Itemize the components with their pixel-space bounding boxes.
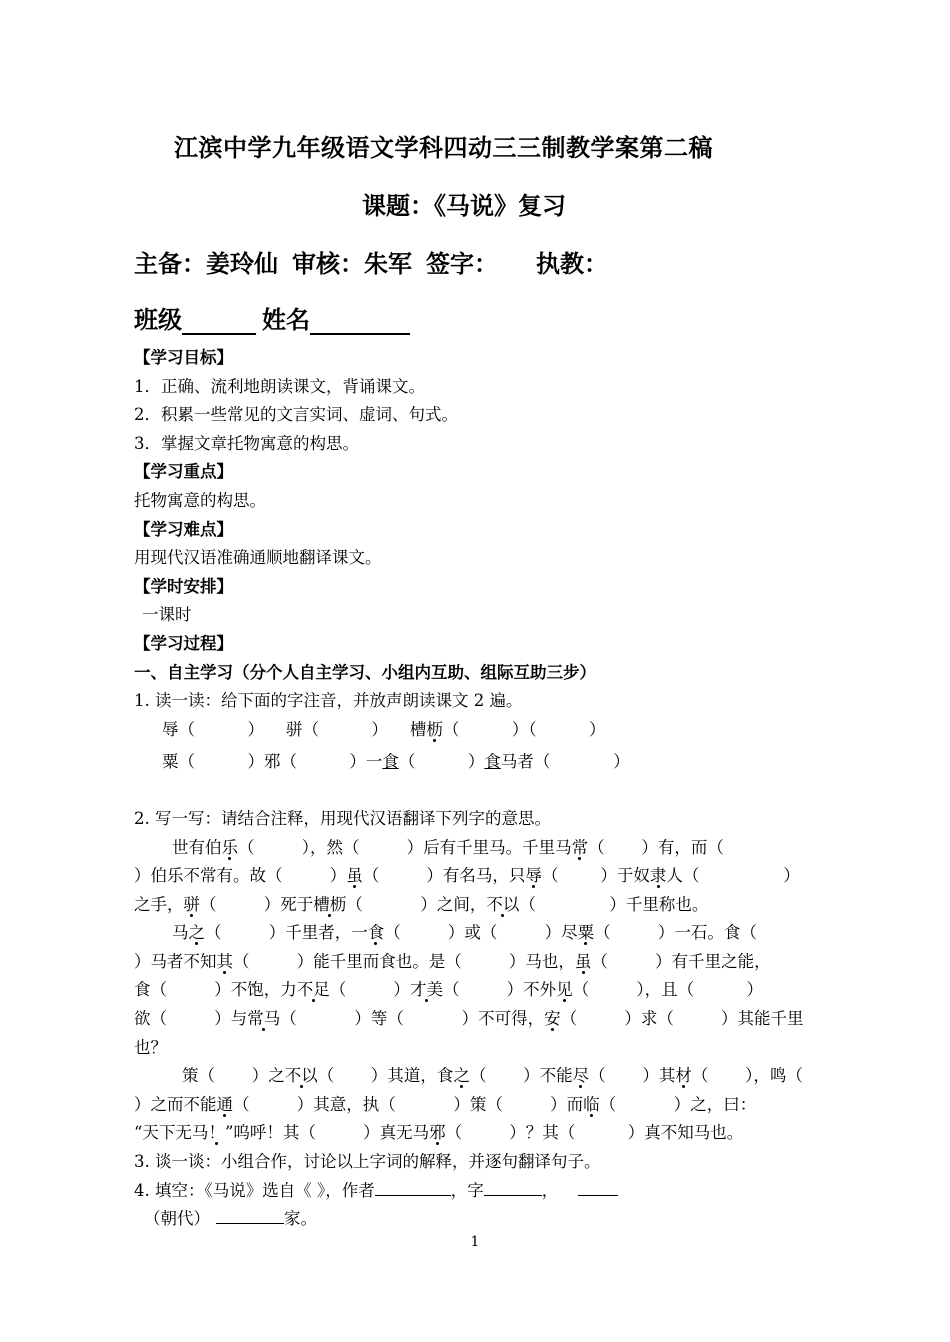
text-segment: 世有伯	[172, 837, 222, 857]
text-segment: （ ）	[329, 980, 410, 1000]
key-word: 虽	[346, 866, 363, 886]
banji-blank[interactable]	[182, 307, 256, 335]
text-segment: （ ）不外	[442, 980, 557, 1000]
key-word: 才美	[409, 980, 443, 1000]
key-word: 材	[675, 1066, 692, 1086]
translation-paragraph-1	[134, 834, 820, 920]
text-segment: （ ），鸣（	[691, 1066, 803, 1086]
document-title: 江滨中学九年级语文学科四动三三制教学案第二稿	[174, 134, 713, 162]
key-word: 虽	[574, 951, 592, 971]
key-word: 安	[544, 1009, 561, 1029]
translation-paragraph-2	[134, 919, 820, 1062]
text-segment: 马	[172, 923, 189, 943]
text-segment: （ ）或（ ）尽	[384, 923, 578, 943]
text-segment: （ ）？其（ ）真不知马也。	[445, 1123, 744, 1143]
translation-line	[134, 1091, 820, 1120]
qianzi-label: 签字：	[426, 250, 498, 278]
author-blank[interactable]	[375, 1177, 451, 1196]
pron-blank[interactable]: （ ）（ ）	[442, 719, 606, 739]
translation-line	[134, 862, 820, 891]
translation-line	[134, 919, 820, 948]
pron-blank[interactable]: （ ）	[533, 752, 630, 772]
shenhe-label: 审核：朱军	[292, 250, 412, 278]
goal-item-1: 1．正确、流利地朗读课文，背诵课文。	[134, 376, 425, 396]
pron-blank[interactable]: （ ）	[178, 719, 264, 739]
text-segment: （ ）有名马，只	[362, 866, 526, 886]
translation-line	[134, 976, 820, 1005]
text-segment: ）马者不知	[134, 951, 217, 971]
key-word: ！	[208, 1123, 225, 1143]
text-segment: （ ）不能	[469, 1066, 573, 1086]
key-word: 之	[453, 1066, 470, 1086]
text-segment: ）之而不能	[134, 1094, 217, 1114]
text-segment: （ ）能千里而食也。是（ ）马也，	[233, 951, 575, 971]
key-word: 奴隶人	[633, 866, 683, 886]
lesson-topic: 课题：《马说》复习	[362, 192, 566, 220]
text-segment: 欲（ ）与	[134, 1009, 248, 1029]
xingming-blank[interactable]	[310, 307, 410, 335]
text-segment: 策（ ）之	[182, 1066, 285, 1086]
key-word: 见	[556, 980, 573, 1000]
key-word: 辱	[525, 866, 542, 886]
text-segment: （ ）死于	[200, 894, 314, 914]
focus-text: 托物寓意的构思。	[134, 490, 266, 510]
text-segment: （ ）	[682, 866, 800, 886]
difficulty-heading: 【学习难点】	[134, 519, 233, 539]
text-segment: （ ）一石。食（	[594, 923, 757, 943]
translation-line	[134, 948, 820, 977]
zhubei-label: 主备：姜玲仙	[134, 250, 278, 278]
page-number: 1	[470, 1234, 480, 1250]
question-1: 1. 读一读：给下面的字注音，并放声朗读课文 2 遍。	[134, 691, 523, 711]
key-word: 不足	[296, 980, 330, 1000]
document-body	[134, 344, 820, 1234]
text-segment: （ ）其意，执（ ）策（ ）而	[233, 1094, 584, 1114]
text-segment: （ ）有千里之能，	[591, 951, 771, 971]
key-word: 乐	[221, 837, 238, 857]
text-segment: （ ）之，曰：	[599, 1094, 757, 1114]
question-4: 4. 填空：《马说》选自《 》，作者 ，字 ，	[134, 1177, 820, 1206]
text-segment: （ ）千里者，一	[205, 923, 368, 943]
translation-line	[134, 834, 820, 863]
zhijiao-label: 执教：	[536, 250, 608, 278]
text-segment: （ ），然（ ）后有千里马。千里马	[238, 837, 572, 857]
text-segment: （ ）于	[541, 866, 634, 886]
goal-item-3: 3．掌握文章托物寓意的构思。	[134, 433, 359, 453]
translation-paragraph-3	[134, 1062, 820, 1148]
key-word: 临	[583, 1094, 600, 1114]
key-word: 食	[367, 923, 385, 943]
key-word: 常马	[247, 1009, 281, 1029]
question-2: 2. 写一写：请结合注释，用现代汉语翻译下列字的意思。	[134, 808, 551, 828]
text-segment: 之手，	[134, 894, 184, 914]
key-word: 槽枥	[313, 894, 347, 914]
translation-line	[134, 891, 820, 920]
text-segment: ”呜呼！其（ ）真无马	[224, 1123, 430, 1143]
text-segment: 也？	[134, 1037, 167, 1057]
pron-blank[interactable]: （ ）	[280, 752, 366, 772]
process-heading: 【学习过程】	[134, 633, 233, 653]
pron-blank[interactable]: （ ）	[302, 719, 388, 739]
question-4-cont: （朝代） 家。	[134, 1205, 820, 1234]
pronunciation-row-2: 粟（ ）邪（ ）一食（ ）食马者（ ）	[162, 752, 630, 772]
key-word: 尽	[572, 1066, 590, 1086]
staff-line	[134, 244, 608, 279]
key-word: 之	[188, 923, 205, 943]
text-segment: （ ）有，而（	[588, 837, 724, 857]
key-word: 常	[571, 837, 589, 857]
key-word: 其	[216, 951, 233, 971]
text-segment: （ ）之间，	[346, 894, 487, 914]
key-word: 骈	[183, 894, 200, 914]
text-segment: （ ）其	[589, 1066, 676, 1086]
school-blank[interactable]	[216, 1205, 284, 1224]
key-word: 不以	[486, 894, 520, 914]
pron-blank[interactable]: （ ）	[398, 752, 485, 772]
text-segment: （ ），且（ ）	[572, 980, 764, 1000]
text-segment: “天下无马	[134, 1123, 209, 1143]
key-word: 不以	[284, 1066, 318, 1086]
text-segment: 食（ ）不饱，力	[134, 980, 297, 1000]
schedule-text: 一课时	[142, 605, 192, 625]
question-3: 3. 谈一谈：小组合作，讨论以上字词的解释，并逐句翻译句子。	[134, 1152, 601, 1172]
goals-heading: 【学习目标】	[134, 348, 233, 367]
translation-line	[134, 1119, 820, 1148]
text-segment: （ ）其道，食	[317, 1066, 454, 1086]
text-segment: （ ）千里称也。	[519, 894, 709, 914]
xingming-label: 姓名	[262, 306, 310, 334]
dynasty-blank[interactable]	[578, 1177, 618, 1196]
text-segment: ）伯乐不常有。故（ ）	[134, 866, 347, 886]
courtesy-name-blank[interactable]	[484, 1177, 542, 1196]
pronunciation-row-1: 辱（ ） 骈（ ） 槽枥（ ）（ ）	[162, 719, 606, 739]
difficulty-text: 用现代汉语准确通顺地翻译课文。	[134, 548, 382, 568]
translation-line	[134, 1034, 820, 1063]
translation-line	[134, 1062, 820, 1091]
focus-heading: 【学习重点】	[134, 462, 233, 482]
key-word: 通	[216, 1094, 233, 1114]
key-word: 邪	[429, 1123, 446, 1143]
text-segment: （ ）等（ ）不可得，	[280, 1009, 545, 1029]
class-name-line	[134, 300, 410, 335]
translation-line	[134, 1005, 820, 1034]
text-segment: （ ）求（ ）其能千里	[560, 1009, 804, 1029]
banji-label: 班级	[134, 306, 182, 334]
section-1-heading: 一、自主学习（分个人自主学习、小组内互助、组际互助三步）	[134, 662, 596, 682]
pron-blank[interactable]: （ ）	[178, 752, 264, 772]
key-word: 粟	[577, 923, 595, 943]
schedule-heading: 【学时安排】	[134, 576, 233, 596]
goal-item-2: 2．积累一些常见的文言实词、虚词、句式。	[134, 405, 458, 425]
